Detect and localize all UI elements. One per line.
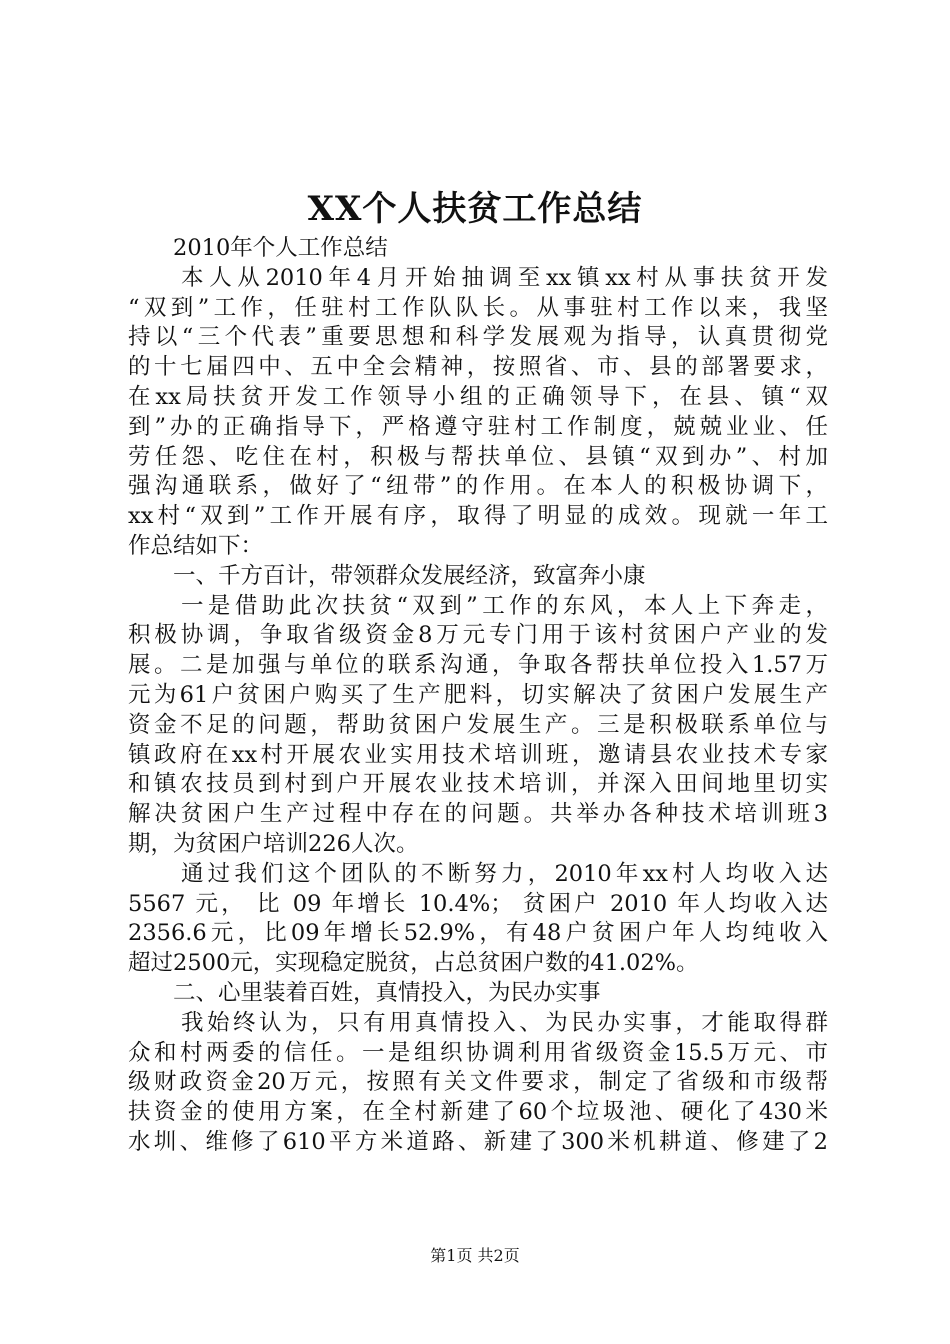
- text-line: 持以“三个代表”重要思想和科学发展观为指导，认真贯彻党: [128, 324, 828, 351]
- text-line: “双到”工作，任驻村工作队队长。从事驻村工作以来，我坚: [128, 294, 828, 321]
- text-line: 劳任怨、吃住在村，积极与帮扶单位、县镇“双到办”、村加: [128, 443, 828, 470]
- page-footer: 第1页 共2页: [430, 1246, 520, 1265]
- text-line: 级财政资金20万元，按照有关文件要求，制定了省级和市级帮: [128, 1069, 828, 1096]
- text-line: 期，为贫困户培训226人次。: [128, 830, 419, 857]
- text-line: 通过我们这个团队的不断努力，2010年xx村人均收入达: [181, 860, 828, 887]
- text-line: 5567 元， 比 09 年增长 10.4%； 贫困户 2010 年人均收入达: [128, 890, 828, 917]
- text-line: 2010年个人工作总结: [173, 235, 388, 261]
- text-line: 作总结如下：: [128, 532, 264, 559]
- text-line: 超过2500元，实现稳定脱贫，占总贫困户数的41.02%。: [128, 950, 699, 977]
- text-line: 扶资金的使用方案，在全村新建了60个垃圾池、硬化了430米: [128, 1099, 828, 1126]
- text-line: 资金不足的问题，帮助贫困户发展生产。三是积极联系单位与: [128, 711, 828, 738]
- text-line: 强沟通联系，做好了“纽带”的作用。在本人的积极协调下，: [128, 473, 828, 500]
- text-line: 元为61户贫困户购买了生产肥料，切实解决了贫困户发展生产: [128, 681, 828, 708]
- text-line: 展。二是加强与单位的联系沟通，争取各帮扶单位投入1.57万: [128, 652, 828, 679]
- text-line: 和镇农技员到村到户开展农业技术培训，并深入田间地里切实: [128, 771, 828, 798]
- text-line: 我始终认为，只有用真情投入、为民办实事，才能取得群: [181, 1009, 828, 1036]
- text-line: 2356.6元，比09年增长52.9%，有48户贫困户年人均纯收入: [128, 920, 828, 947]
- text-line: 二、心里装着百姓，真情投入，为民办实事: [173, 979, 601, 1006]
- text-line: 到”办的正确指导下，严格遵守驻村工作制度，兢兢业业、任: [128, 413, 828, 440]
- text-line: 本人从2010年4月开始抽调至xx镇xx村从事扶贫开发: [181, 264, 828, 291]
- text-line: 一、千方百计，带领群众发展经济，致富奔小康: [173, 562, 646, 589]
- text-line: 解决贫困户生产过程中存在的问题。共举办各种技术培训班3: [128, 801, 828, 828]
- text-line: 积极协调，争取省级资金8万元专门用于该村贫困户产业的发: [128, 622, 828, 649]
- text-line: xx村“双到”工作开展有序，取得了明显的成效。现就一年工: [128, 503, 828, 530]
- text-line: 众和村两委的信任。一是组织协调利用省级资金15.5万元、市: [128, 1039, 828, 1066]
- document-title: XX个人扶贫工作总结: [307, 189, 643, 229]
- text-line: 镇政府在xx村开展农业实用技术培训班，邀请县农业技术专家: [128, 741, 828, 768]
- document-body: [128, 234, 828, 1158]
- text-line: 在xx局扶贫开发工作领导小组的正确领导下，在县、镇“双: [128, 383, 828, 410]
- text-line: 的十七届四中、五中全会精神，按照省、市、县的部署要求，: [128, 354, 828, 381]
- text-line: 一是借助此次扶贫“双到”工作的东风，本人上下奔走，: [181, 592, 828, 619]
- text-line: 水圳、维修了610平方米道路、新建了300米机耕道、修建了2: [128, 1128, 828, 1155]
